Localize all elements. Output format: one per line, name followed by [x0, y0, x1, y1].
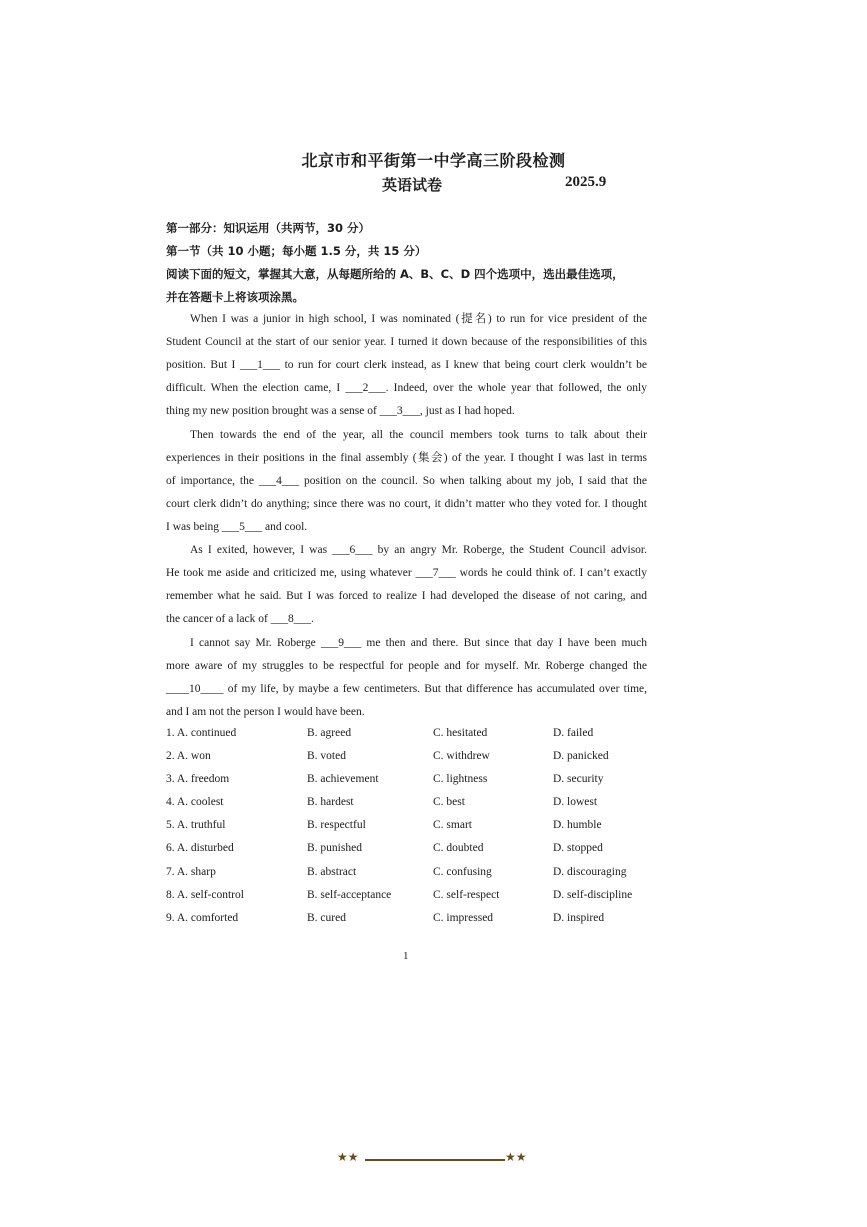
option-d: D. failed [553, 727, 594, 739]
option-a: 4. A. coolest [166, 796, 224, 809]
passage-line: I cannot say Mr. Roberge ___9___ me then and there. But since that day I have been much [190, 636, 647, 649]
option-b: B. agreed [307, 727, 352, 739]
passage-line: Student Council at the start of our senior year. I turned it down because of the responsibilities of this [166, 336, 647, 349]
option-b: B. self-acceptance [307, 888, 392, 901]
option-row [166, 866, 666, 889]
option-d: D. inspired [553, 911, 605, 924]
option-a: 9. A. comforted [166, 911, 239, 924]
option-c: C. confusing [433, 865, 492, 878]
passage-line: of importance, the ___4___ position on the council. So when talking about my job, I said that the [166, 474, 647, 487]
star-icon: ★★ [337, 1150, 359, 1164]
option-a: 7. A. sharp [166, 865, 216, 878]
passage-paragraph-1 [166, 308, 647, 423]
option-c: C. withdrew [433, 750, 490, 763]
exam-subtitle: 英语试卷 [382, 176, 443, 194]
option-d: D. lowest [553, 796, 598, 809]
option-c: C. hesitated [433, 727, 488, 739]
option-a: 1. A. continued [166, 727, 237, 739]
answer-options [166, 727, 666, 935]
passage-line: difficult. When the election came, I ___2___. Indeed, over the whole year that followed, the only [166, 382, 647, 395]
option-c: C. lightness [433, 773, 488, 786]
star-icon: ★★ [505, 1150, 527, 1164]
option-d: D. discouraging [553, 865, 627, 878]
passage-line: When I was a junior in high school, I was nominated (提名) to run for vice president of the [190, 313, 647, 325]
option-b: B. achievement [307, 773, 379, 786]
option-row [166, 796, 666, 819]
page-number: 1 [403, 950, 409, 962]
directions-line-1: 阅读下面的短文，掌握其大意，从每题所给的 A、B、C、D 四个选项中，选出最佳选项， [166, 267, 624, 281]
passage-line: ____10____ of my life, by maybe a few centimeters. But that difference has accumulated over time, [166, 682, 647, 695]
passage-line: Then towards the end of the year, all the council members took turns to talk about their [190, 428, 647, 441]
section-heading: 第一节（共 10 小题；每小题 1.5 分，共 15 分） [166, 244, 427, 258]
footer-ornament [335, 1150, 535, 1170]
option-row [166, 889, 666, 912]
passage-line: court clerk didn’t do anything; since there was no court, it didn’t matter who they voted for. I thought [166, 497, 647, 510]
directions-line-2: 并在答题卡上将该项涂黑。 [166, 290, 304, 304]
option-row [166, 750, 666, 773]
passage-paragraph-4 [166, 632, 647, 724]
option-b: B. voted [307, 750, 346, 763]
option-a: 3. A. freedom [166, 773, 230, 786]
option-b: B. abstract [307, 865, 357, 878]
option-c: C. best [433, 796, 465, 809]
option-c: C. doubted [433, 842, 484, 855]
exam-date: 2025.9 [565, 174, 607, 190]
option-row [166, 842, 666, 865]
option-row [166, 773, 666, 796]
exam-title: 北京市和平街第一中学高三阶段检测 [301, 151, 566, 170]
passage-line: the cancer of a lack of ___8___. [166, 613, 314, 626]
option-a: 2. A. won [166, 750, 211, 763]
option-b: B. punished [307, 842, 362, 855]
option-b: B. hardest [307, 796, 354, 809]
option-row [166, 912, 666, 935]
passage-line: experiences in their positions in the final assembly (集会) of the year. I thought I was last in terms [166, 451, 647, 464]
option-a: 6. A. disturbed [166, 842, 234, 855]
passage-line: more aware of my struggles to be respectful for people and for myself. Mr. Roberge changed the [166, 659, 647, 672]
passage-paragraph-3 [166, 539, 647, 631]
option-d: D. self-discipline [553, 888, 633, 901]
passage-line: position. But I ___1___ to run for court clerk instead, as I knew that being court clerk wouldn’t be [166, 359, 647, 372]
option-c: C. smart [433, 819, 472, 832]
option-c: C. self-respect [433, 888, 500, 901]
option-d: D. stopped [553, 842, 603, 855]
option-row [166, 819, 666, 842]
option-d: D. security [553, 773, 604, 786]
option-a: 8. A. self-control [166, 888, 244, 901]
passage-line: and I am not the person I would have been. [166, 705, 365, 718]
option-c: C. impressed [433, 911, 494, 924]
passage-line: thing my new position brought was a sense of ___3___, just as I had hoped. [166, 405, 515, 418]
passage-line: remember what he said. But I was forced to realize I had developed the disease of not caring, and [166, 590, 647, 603]
passage-line: I was being ___5___ and cool. [166, 520, 308, 533]
option-d: D. panicked [553, 750, 609, 763]
footer-divider [365, 1159, 505, 1161]
part-heading: 第一部分：知识运用（共两节，30 分） [166, 221, 371, 235]
option-a: 5. A. truthful [166, 819, 226, 832]
option-b: B. respectful [307, 819, 366, 832]
passage-line: He took me aside and criticized me, using whatever ___7___ words he could think of. I can’t exactly [166, 567, 647, 580]
option-b: B. cured [307, 911, 346, 924]
passage-line: As I exited, however, I was ___6___ by an angry Mr. Roberge, the Student Council advisor. [190, 544, 647, 556]
option-d: D. humble [553, 819, 602, 832]
passage-paragraph-2 [166, 424, 647, 539]
option-row [166, 727, 666, 750]
